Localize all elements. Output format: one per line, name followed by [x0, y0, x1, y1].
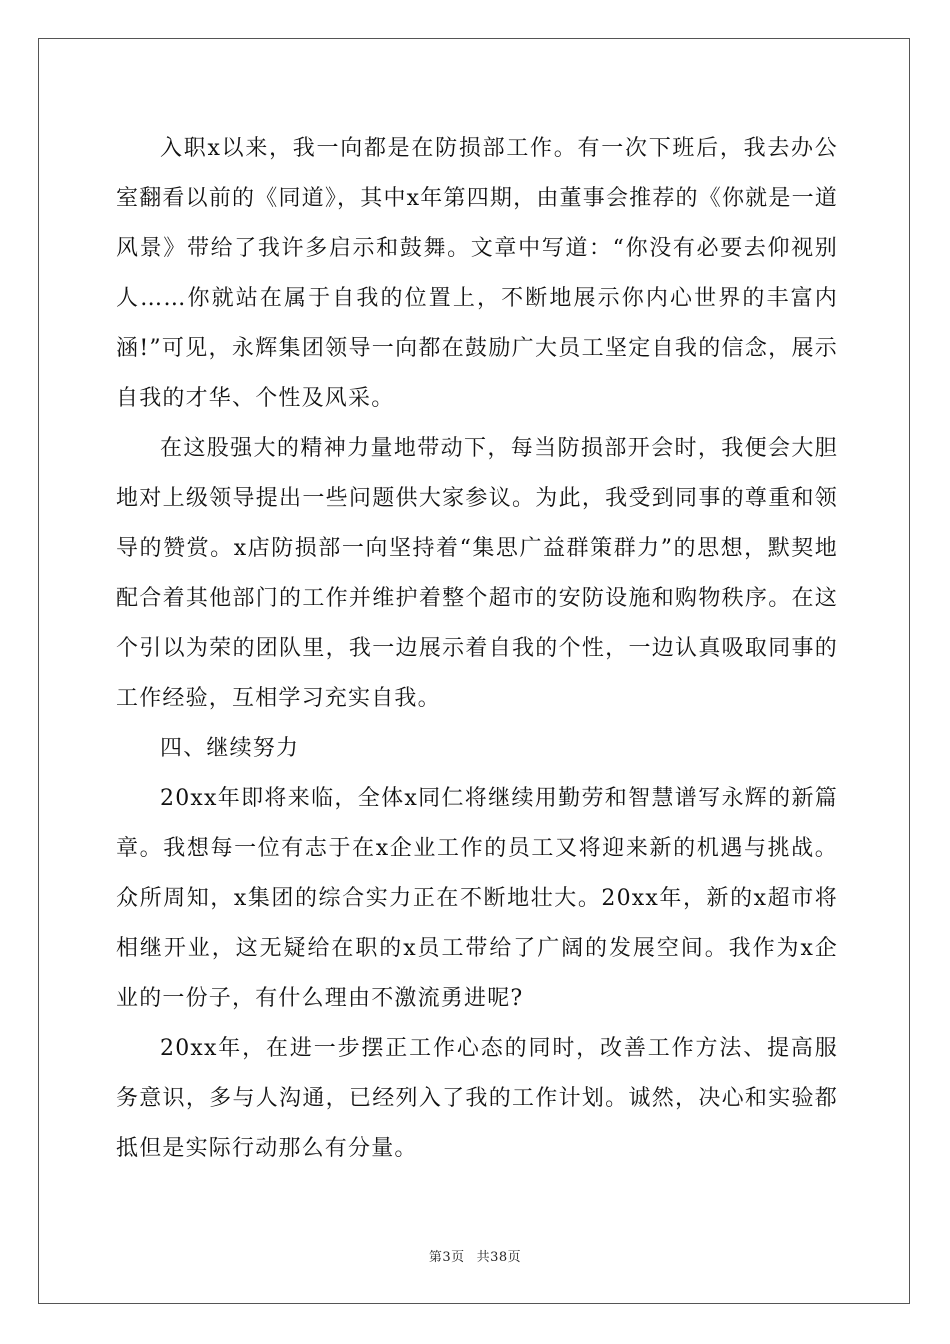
section-heading: 四、继续努力 — [160, 736, 300, 761]
document-body — [116, 124, 838, 1174]
page-total: 共38页 — [476, 1250, 522, 1265]
page-number: 第3页 — [428, 1250, 465, 1265]
page-footer — [0, 1246, 950, 1265]
paragraph-4: 20xx年，在进一步摆正工作心态的同时，改善工作方法、提高服务意识，多与人沟通，已经列入了我的工作计划。诚然，决心和实验都抵但是实际行动那么有分量。 — [116, 1036, 838, 1161]
paragraph-2: 在这股强大的精神力量地带动下，每当防损部开会时，我便会大胆地对上级领导提出一些问题供大家参议。为此，我受到同事的尊重和领导的赞赏。x店防损部一向坚持着“集思广益群策群力”的思想，默契地配合着其他部门的工作并维护着整个超市的安防设施和购物秩序。在这个引以为荣的团队里，我一边展示着自我的个性，一边认真吸取同事的工作经验，互相学习充实自我。 — [116, 436, 838, 711]
paragraph-1: 入职x以来，我一向都是在防损部工作。有一次下班后，我去办公室翻看以前的《同道》，其中x年第四期，由董事会推荐的《你就是一道风景》带给了我许多启示和鼓舞。文章中写道：“你没有必要去仰视别人……你就站在属于自我的位置上，不断地展示你内心世界的丰富内涵!”可见，永辉集团领导一向都在鼓励广大员工坚定自我的信念，展示自我的才华、个性及风采。 — [116, 136, 838, 411]
paragraph-3: 20xx年即将来临，全体x同仁将继续用勤劳和智慧谱写永辉的新篇章。我想每一位有志于在x企业工作的员工又将迎来新的机遇与挑战。众所周知，x集团的综合实力正在不断地壮大。20xx年，新的x超市将相继开业，这无疑给在职的x员工带给了广阔的发展空间。我作为x企业的一份子，有什么理由不激流勇进呢? — [116, 786, 838, 1011]
